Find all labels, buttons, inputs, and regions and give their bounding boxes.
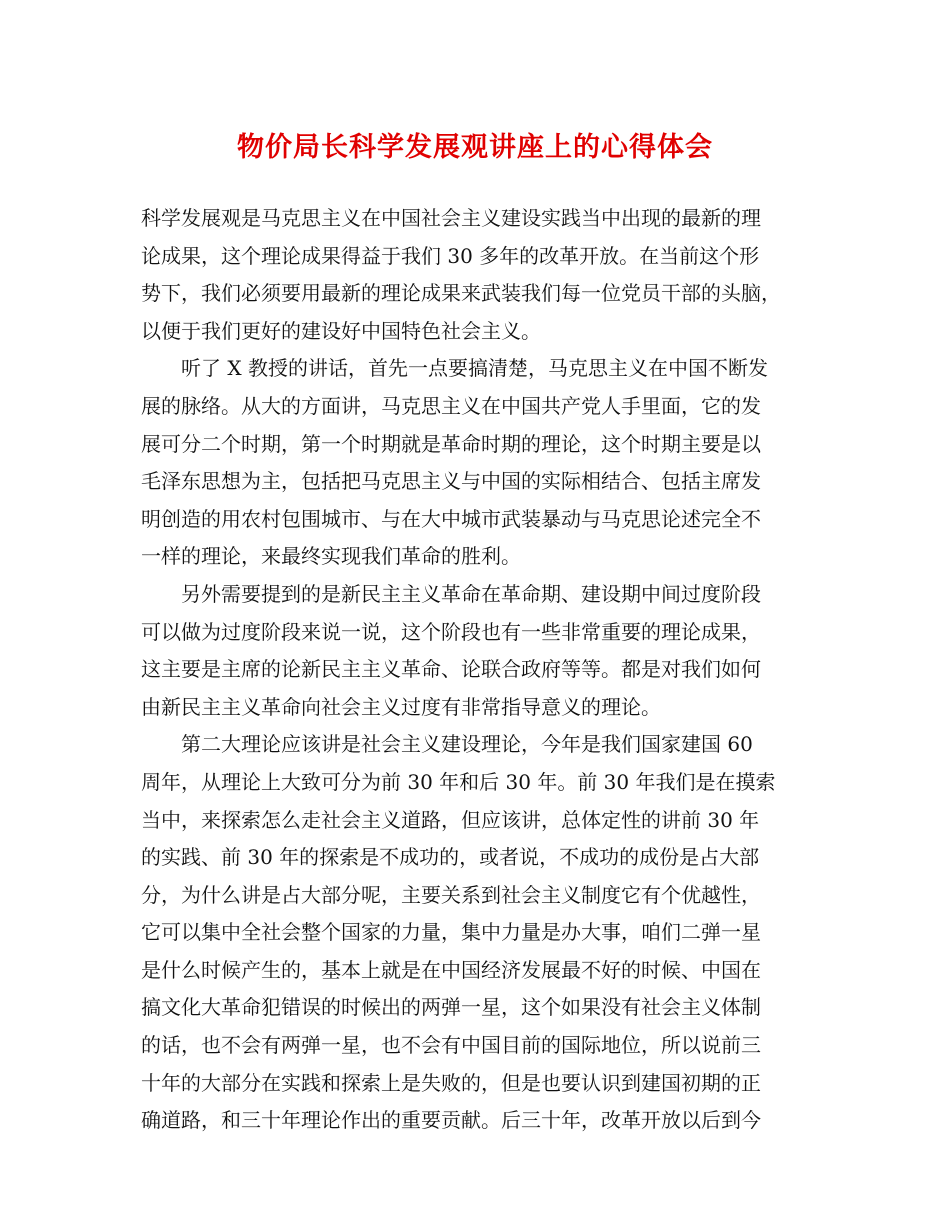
- text-line: 明创造的用农村包围城市、与在大中城市武装暴动与马克思论述完全不: [141, 506, 761, 531]
- text-line: 分，为什么讲是占大部分呢，主要关系到社会主义制度它有个优越性，: [141, 882, 761, 907]
- text-line: 搞文化大革命犯错误的时候出的两弹一星，这个如果没有社会主义体制: [141, 995, 761, 1020]
- text-line: 展的脉络。从大的方面讲，马克思主义在中国共产党人手里面，它的发: [141, 393, 761, 418]
- text-line: 的话，也不会有两弹一星，也不会有中国目前的国际地位，所以说前三: [141, 1033, 761, 1058]
- paragraph-first-line: 听了 X 教授的讲话，首先一点要搞清楚，马克思主义在中国不断发: [181, 356, 768, 381]
- paragraph-first-line: 第二大理论应该讲是社会主义建设理论，今年是我们国家建国 60: [181, 732, 753, 757]
- text-line: 十年的大部分在实践和探索上是失败的，但是也要认识到建国初期的正: [141, 1070, 761, 1095]
- text-line: 势下，我们必须要用最新的理论成果来武装我们每一位党员干部的头脑，: [141, 281, 781, 306]
- document-body: [141, 200, 821, 1140]
- text-line: 论成果，这个理论成果得益于我们 30 多年的改革开放。在当前这个形: [141, 243, 760, 268]
- text-line: 周年，从理论上大致可分为前 30 年和后 30 年。前 30 年我们是在摸索: [141, 769, 776, 794]
- text-line: 当中，来探索怎么走社会主义道路，但应该讲，总体定性的讲前 30 年: [141, 807, 760, 832]
- text-line: 以便于我们更好的建设好中国特色社会主义。: [141, 318, 541, 343]
- text-line: 科学发展观是马克思主义在中国社会主义建设实践当中出现的最新的理: [141, 206, 761, 230]
- text-line: 一样的理论，来最终实现我们革命的胜利。: [141, 544, 521, 569]
- text-line: 的实践、前 30 年的探索是不成功的，或者说，不成功的成份是占大部: [141, 845, 760, 870]
- text-line: 是什么时候产生的，基本上就是在中国经济发展最不好的时候、中国在: [141, 957, 761, 982]
- text-line: 毛泽东思想为主，包括把马克思主义与中国的实际相结合、包括主席发: [141, 469, 761, 494]
- text-line: 展可分二个时期，第一个时期就是革命时期的理论，这个时期主要是以: [141, 431, 761, 456]
- paragraph-first-line: 另外需要提到的是新民主主义革命在革命期、建设期中间过度阶段: [181, 581, 761, 606]
- document-title: 物价局长科学发展观讲座上的心得体会: [237, 132, 713, 163]
- text-line: 可以做为过度阶段来说一说，这个阶段也有一些非常重要的理论成果，: [141, 619, 761, 644]
- text-line: 确道路，和三十年理论作出的重要贡献。后三十年，改革开放以后到今: [141, 1108, 761, 1133]
- text-line: 由新民主主义革命向社会主义过度有非常指导意义的理论。: [141, 694, 661, 719]
- text-line: 这主要是主席的论新民主主义革命、论联合政府等等。都是对我们如何: [141, 657, 761, 682]
- text-line: 它可以集中全社会整个国家的力量，集中力量是办大事，咱们二弹一星: [141, 920, 761, 945]
